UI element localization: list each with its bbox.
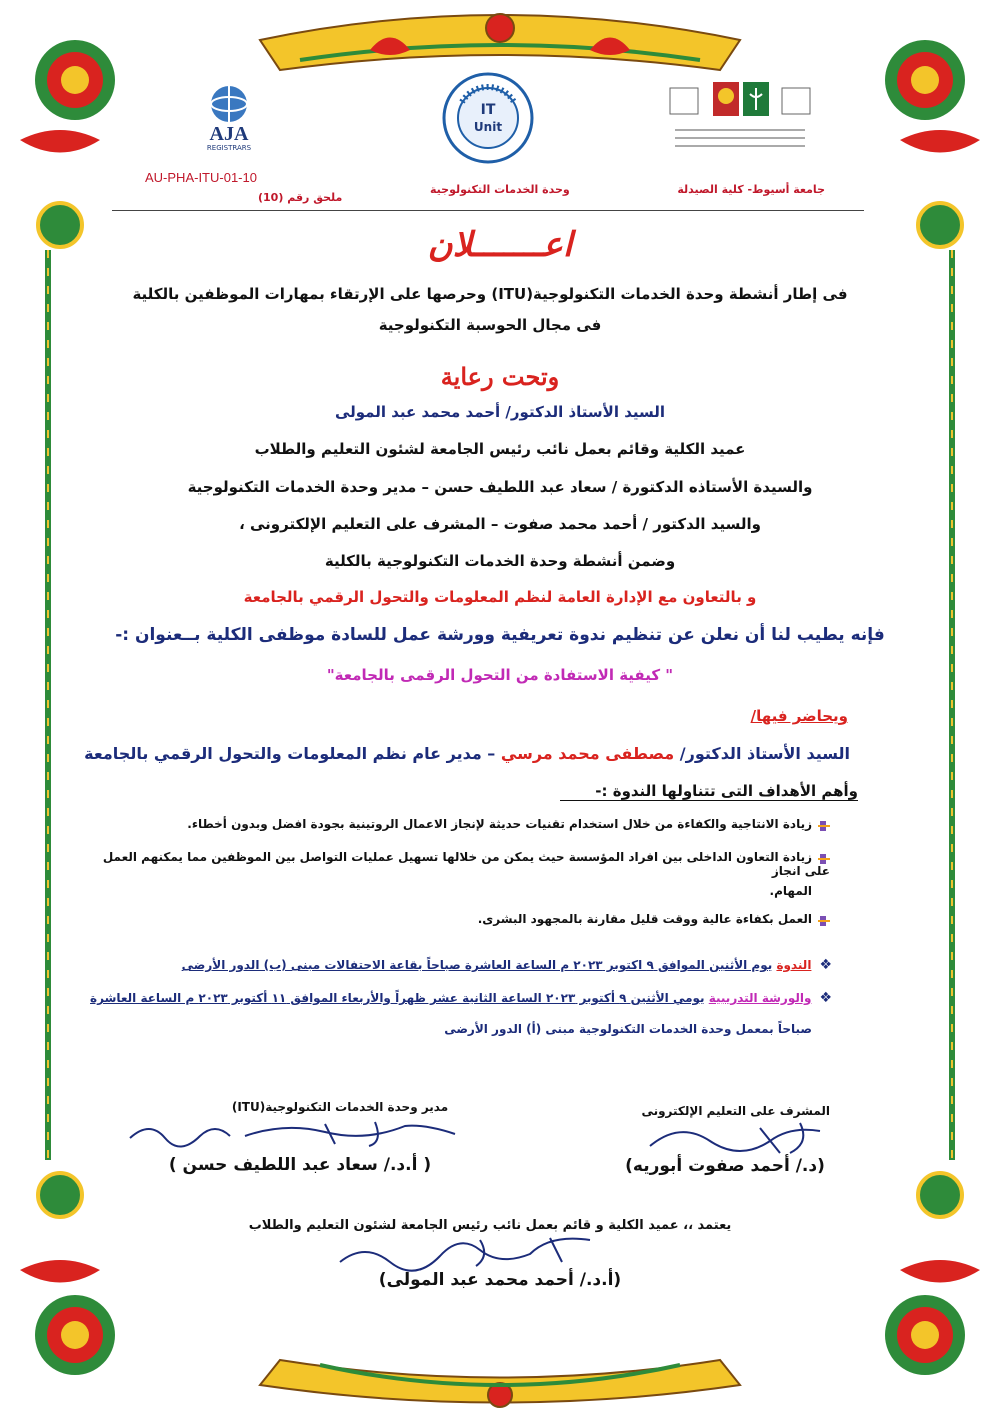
itu-logo <box>442 72 534 164</box>
bottom-ornament <box>260 1360 740 1407</box>
objective-item <box>100 850 830 878</box>
workshop-label: والورشة التدريبية <box>708 991 812 1005</box>
objective-text: زيادة الانتاجية والكفاءة من خلال استخدام تقنيات حديثة لإنجاز الاعمال الروتينية بجودة افضل وبدون أخطاء. <box>187 817 812 831</box>
approval-name: (أ.د./ أحمد محمد عبد المولى) <box>378 1270 622 1290</box>
lecturer-prefix: السيد الأستاذ الدكتور/ <box>679 744 850 763</box>
corner-bottom-right <box>885 1173 980 1375</box>
right-signature-name: (د./ أحمد صفوت أبوريه) <box>625 1156 825 1176</box>
corner-bottom-left <box>20 1173 115 1375</box>
objective-item <box>110 817 830 831</box>
appendix-label: ملحق رقم (10) <box>258 191 343 204</box>
dept-right: جامعة أسيوط- كلية الصيدلة <box>677 183 825 196</box>
university-seal-icon <box>665 78 815 160</box>
seminar-row <box>130 957 832 973</box>
aja-logo-text: AJA <box>209 123 249 145</box>
within-line: وضمن أنشطة وحدة الخدمات التكنولوجية بالكلية <box>324 552 676 570</box>
intro-line-1: فى إطار أنشطة وحدة الخدمات التكنولوجية(ITU) وحرصها على الإرتقاء بمهارات الموظفين بالكلية <box>132 285 848 303</box>
workshop-text: يومي الأثنين ٩ أكتوبر ٢٠٢٣ الساعة الثانية عشر ظهراً والأربعاء الموافق ١١ أكتوبر ٢٠٢٣ م الساعة العاشرة <box>90 991 705 1005</box>
bullet-arrow-icon <box>820 914 830 926</box>
dean-role: عميد الكلية وقائم بعمل نائب رئيس الجامعة لشئون التعليم والطلاب <box>254 440 746 458</box>
left-signature-name: ( أ.د./ سعاد عبد اللطيف حسن ) <box>168 1155 432 1175</box>
bullet-arrow-icon <box>820 819 830 831</box>
bullet-arrow-icon <box>820 852 830 864</box>
right-signature-label: المشرف على التعليم الإلكترونى <box>641 1104 830 1118</box>
itu-logo-it: IT <box>480 102 496 118</box>
globe-icon <box>203 84 255 124</box>
patronage-heading: وتحت رعاية <box>440 362 560 391</box>
workshop-row <box>80 990 832 1006</box>
announcement-line: فإنه يطيب لنا أن نعلن عن تنظيم ندوة تعريفية وورشة عمل للسادة موظفى الكلية بــعنوان :- <box>115 625 885 645</box>
workshop-row-continued: صباحاً بمعمل وحدة الخدمات التكنولوجية مبنى (أ) الدور الأرضى <box>444 1022 812 1036</box>
objectives-heading: وأهم الأهداف التى تتناولها الندوة :- <box>560 782 858 801</box>
cooperation-line: و بالتعاون مع الإدارة العامة لنظم المعلومات والتحول الرقمي بالجامعة <box>243 588 757 606</box>
university-logo <box>665 78 815 160</box>
lecturer-role: – مدير عام نظم المعلومات والتحول الرقمي بالجامعة <box>84 744 496 763</box>
lecturer-name: مصطفى محمد مرسي <box>500 744 675 763</box>
diamond-bullet-icon: ❖ <box>819 990 832 1006</box>
corner-top-left <box>20 40 115 247</box>
top-ornament <box>260 14 740 70</box>
lecturer-line <box>84 744 850 763</box>
seminar-label: الندوة <box>776 958 812 972</box>
topic-title: " كيفية الاستفادة من التحول الرقمى بالجامعة" <box>326 666 674 684</box>
doc-code: AU-PHA-ITU-01-10 <box>145 170 257 185</box>
diamond-bullet-icon: ❖ <box>819 957 832 973</box>
approval-label: يعتمد ،، عميد الكلية و قائم بعمل نائب رئيس الجامعة لشئون التعليم والطلاب <box>248 1218 732 1233</box>
dean-title: السيد الأستاذ الدكتور/ أحمد محمد عبد المولى <box>334 403 666 421</box>
signature-scribble-right <box>640 1118 840 1158</box>
corner-top-right <box>885 40 980 247</box>
objective-text: زيادة التعاون الداخلى بين افراد المؤسسة حيث يمكن من خلالها تسهيل عمليات التواصل بين الموظفين مما يمكنهم العمل على انجاز <box>102 850 830 878</box>
dept-center: وحدة الخدمات التكنولوجية <box>430 183 570 196</box>
supervisor-line: والسيد الدكتور / أحمد محمد صفوت – المشرف على التعليم الإلكترونى ، <box>239 515 761 533</box>
signature-scribble-left <box>125 1116 465 1152</box>
intro-line-2: فى مجال الحوسبة التكنولوجية <box>378 316 602 334</box>
aja-logo <box>195 78 263 158</box>
lecturer-heading: ويحاضر فيها/ <box>750 707 848 725</box>
objective-continuation: المهام. <box>769 884 812 898</box>
seminar-text: يوم الأثنين الموافق ٩ اكتوبر ٢٠٢٣ م الساعة العاشرة صباحاً بقاعة الاحتفالات مبنى (ب) الدور الأرضى <box>181 958 773 972</box>
aja-logo-sub: REGISTRARS <box>206 144 252 152</box>
objective-text: العمل بكفاءة عالية ووقت قليل مقارنة بالمجهود البشرى. <box>477 912 812 926</box>
objective-item <box>300 912 830 926</box>
page-title: اعـــــــلان <box>427 225 573 265</box>
itu-seal-icon <box>442 72 534 164</box>
left-signature-label: مدير وحدة الخدمات التكنولوجية(ITU) <box>231 1100 449 1114</box>
header-divider <box>112 210 864 211</box>
director-line: والسيدة الأستاذه الدكتورة / سعاد عبد اللطيف حسن – مدير وحدة الخدمات التكنولوجية <box>187 478 813 496</box>
itu-logo-unit: Unit <box>473 120 503 134</box>
